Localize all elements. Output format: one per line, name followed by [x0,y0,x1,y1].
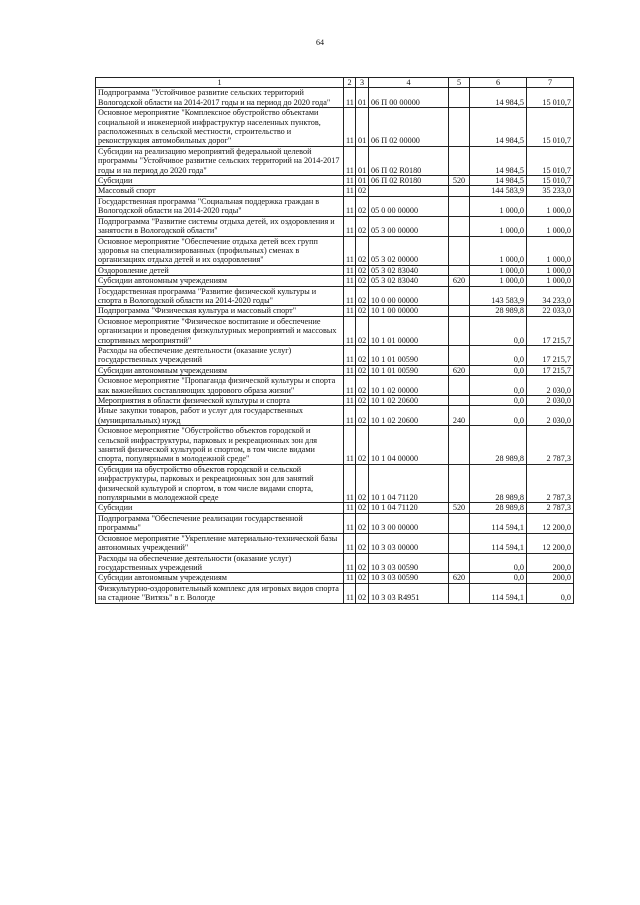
amount-year1-cell: 14 984,5 [470,108,527,147]
table-row [96,265,574,275]
subsection-code-cell: 01 [356,176,369,186]
target-article-cell: 05 3 02 00000 [369,236,449,265]
amount-year1-cell: 0,0 [470,345,527,365]
section-code-cell: 11 [344,406,356,426]
expense-type-cell: 620 [449,276,470,286]
section-code-cell: 11 [344,306,356,316]
item-name-cell: Субсидии на обустройство объектов городской и сельской инфраструктуры, парковых и рекреационных зон для занятий физической культурой и спортом, в том числе видами спорта, популярными в молодежной среде [96,464,344,503]
amount-year2-cell: 1 000,0 [527,265,574,275]
expense-type-cell [449,464,470,503]
target-article-cell: 10 1 02 20600 [369,396,449,406]
item-name-cell: Субсидии автономным учреждениям [96,573,344,583]
amount-year2-cell: 1 000,0 [527,216,574,236]
section-code-cell: 11 [344,533,356,553]
table-row [96,196,574,216]
header-cell: 7 [527,78,574,88]
item-name-cell: Основное мероприятие "Обустройство объектов городской и сельской инфраструктуры, парковых и рекреационных зон для занятий физической культурой и спортом, в том числе видами спорта, популярными в молодежной среде" [96,426,344,465]
amount-year1-cell: 0,0 [470,573,527,583]
expense-type-cell: 620 [449,573,470,583]
amount-year1-cell: 144 583,9 [470,186,527,196]
amount-year1-cell: 114 594,1 [470,513,527,533]
amount-year1-cell: 114 594,1 [470,533,527,553]
table-row [96,464,574,503]
amount-year1-cell: 1 000,0 [470,265,527,275]
amount-year2-cell: 2 030,0 [527,406,574,426]
amount-year1-cell: 28 989,8 [470,306,527,316]
amount-year2-cell: 12 200,0 [527,513,574,533]
section-code-cell: 11 [344,365,356,375]
amount-year1-cell: 143 583,9 [470,286,527,306]
target-article-cell: 06 П 02 00000 [369,108,449,147]
section-code-cell: 11 [344,146,356,175]
item-name-cell: Основное мероприятие "Физическое воспитание и обеспечение организации и проведения физкультурных мероприятий и массовых спортивных мероприятий" [96,316,344,345]
section-code-cell: 11 [344,316,356,345]
amount-year1-cell: 14 984,5 [470,146,527,175]
item-name-cell: Мероприятия в области физической культуры и спорта [96,396,344,406]
section-code-cell: 11 [344,286,356,306]
target-article-cell: 10 1 04 71120 [369,464,449,503]
item-name-cell: Физкультурно-оздоровительный комплекс для игровых видов спорта на стадионе "Витязь" в г. Вологде [96,583,344,603]
expense-type-cell [449,553,470,573]
table-row [96,426,574,465]
target-article-cell: 10 3 00 00000 [369,513,449,533]
amount-year1-cell: 0,0 [470,376,527,396]
subsection-code-cell: 01 [356,88,369,108]
section-code-cell: 11 [344,513,356,533]
header-cell: 1 [96,78,344,88]
item-name-cell: Подпрограмма "Физическая культура и массовый спорт" [96,306,344,316]
target-article-cell: 05 3 02 83040 [369,265,449,275]
expense-type-cell [449,426,470,465]
target-article-cell: 10 1 01 00000 [369,316,449,345]
amount-year1-cell: 28 989,8 [470,426,527,465]
amount-year2-cell: 17 215,7 [527,316,574,345]
table-row [96,533,574,553]
section-code-cell: 11 [344,583,356,603]
table-row [96,236,574,265]
item-name-cell: Государственная программа "Социальная поддержка граждан в Вологодской области на 2014-2020 годы" [96,196,344,216]
amount-year1-cell: 28 989,8 [470,464,527,503]
table-row [96,216,574,236]
target-article-cell: 10 1 02 20600 [369,406,449,426]
expense-type-cell [449,396,470,406]
item-name-cell: Субсидии автономным учреждениям [96,365,344,375]
item-name-cell: Подпрограмма "Развитие системы отдыха детей, их оздоровления и занятости в Вологодской области" [96,216,344,236]
subsection-code-cell: 02 [356,533,369,553]
subsection-code-cell: 02 [356,553,369,573]
budget-table [95,77,574,604]
section-code-cell: 11 [344,573,356,583]
amount-year2-cell: 2 787,3 [527,464,574,503]
amount-year2-cell: 1 000,0 [527,276,574,286]
section-code-cell: 11 [344,376,356,396]
table-row [96,146,574,175]
header-cell: 3 [356,78,369,88]
table-row [96,176,574,186]
item-name-cell: Массовый спорт [96,186,344,196]
table-row [96,345,574,365]
item-name-cell: Субсидии [96,503,344,513]
target-article-cell: 06 П 00 00000 [369,88,449,108]
section-code-cell: 11 [344,196,356,216]
amount-year1-cell: 114 594,1 [470,583,527,603]
amount-year2-cell: 35 233,0 [527,186,574,196]
table-row [96,396,574,406]
amount-year1-cell: 1 000,0 [470,216,527,236]
expense-type-cell [449,345,470,365]
expense-type-cell: 240 [449,406,470,426]
amount-year2-cell: 12 200,0 [527,533,574,553]
item-name-cell: Основное мероприятие "Пропаганда физической культуры и спорта как важнейших составляющих здорового образа жизни" [96,376,344,396]
amount-year1-cell: 0,0 [470,396,527,406]
item-name-cell: Государственная программа "Развитие физической культуры и спорта в Вологодской области на 2014-2020 годы" [96,286,344,306]
subsection-code-cell: 02 [356,345,369,365]
item-name-cell: Субсидии на реализацию мероприятий федеральной целевой программы "Устойчивое развитие сельских территорий на 2014-2017 годы и на период до 2020 года" [96,146,344,175]
subsection-code-cell: 01 [356,146,369,175]
amount-year2-cell: 15 010,7 [527,108,574,147]
expense-type-cell [449,88,470,108]
header-cell: 5 [449,78,470,88]
subsection-code-cell: 02 [356,426,369,465]
amount-year1-cell: 1 000,0 [470,276,527,286]
amount-year2-cell: 2 030,0 [527,376,574,396]
item-name-cell: Основное мероприятие "Укрепление материально-технической базы автономных учреждений" [96,533,344,553]
item-name-cell: Субсидии автономным учреждениям [96,276,344,286]
section-code-cell: 11 [344,88,356,108]
target-article-cell: 06 П 02 R0180 [369,146,449,175]
section-code-cell: 11 [344,396,356,406]
subsection-code-cell: 02 [356,286,369,306]
section-code-cell: 11 [344,553,356,573]
target-article-cell: 06 П 02 R0180 [369,176,449,186]
item-name-cell: Расходы на обеспечение деятельности (оказание услуг) государственных учреждений [96,345,344,365]
table-row [96,513,574,533]
subsection-code-cell: 02 [356,376,369,396]
expense-type-cell [449,513,470,533]
amount-year1-cell: 1 000,0 [470,196,527,216]
amount-year2-cell: 2 787,3 [527,426,574,465]
section-code-cell: 11 [344,216,356,236]
table-header-row [96,78,574,88]
header-cell: 4 [369,78,449,88]
expense-type-cell [449,286,470,306]
amount-year2-cell: 2 030,0 [527,396,574,406]
target-article-cell: 05 3 02 83040 [369,276,449,286]
item-name-cell: Субсидии [96,176,344,186]
table-row [96,503,574,513]
amount-year2-cell: 1 000,0 [527,236,574,265]
target-article-cell: 10 1 02 00000 [369,376,449,396]
amount-year1-cell: 14 984,5 [470,176,527,186]
item-name-cell: Подпрограмма "Устойчивое развитие сельских территорий Вологодской области на 2014-2017 годы и на период до 2020 года" [96,88,344,108]
item-name-cell: Основное мероприятие "Комплексное обустройство объектами социальной и инженерной инфраструктур населенных пунктов, расположенных в сельской местности, строительство и реконструкция автомобильных дорог" [96,108,344,147]
subsection-code-cell: 02 [356,406,369,426]
target-article-cell: 10 1 04 71120 [369,503,449,513]
expense-type-cell [449,216,470,236]
section-code-cell: 11 [344,186,356,196]
subsection-code-cell: 02 [356,316,369,345]
expense-type-cell [449,236,470,265]
subsection-code-cell: 02 [356,236,369,265]
table-row [96,286,574,306]
subsection-code-cell: 02 [356,216,369,236]
amount-year2-cell: 0,0 [527,583,574,603]
table-row [96,316,574,345]
expense-type-cell [449,316,470,345]
table-row [96,406,574,426]
expense-type-cell [449,108,470,147]
subsection-code-cell: 01 [356,108,369,147]
expense-type-cell [449,146,470,175]
subsection-code-cell: 02 [356,365,369,375]
amount-year2-cell: 200,0 [527,553,574,573]
expense-type-cell [449,265,470,275]
expense-type-cell [449,533,470,553]
item-name-cell: Подпрограмма "Обеспечение реализации государственной программы" [96,513,344,533]
amount-year1-cell: 0,0 [470,406,527,426]
target-article-cell: 10 3 03 00590 [369,573,449,583]
expense-type-cell [449,583,470,603]
amount-year2-cell: 200,0 [527,573,574,583]
subsection-code-cell: 02 [356,583,369,603]
section-code-cell: 11 [344,276,356,286]
amount-year1-cell: 14 984,5 [470,88,527,108]
section-code-cell: 11 [344,108,356,147]
target-article-cell [369,186,449,196]
section-code-cell: 11 [344,265,356,275]
item-name-cell: Оздоровление детей [96,265,344,275]
table-row [96,583,574,603]
subsection-code-cell: 02 [356,196,369,216]
amount-year1-cell: 0,0 [470,365,527,375]
expense-type-cell [449,376,470,396]
expense-type-cell: 520 [449,176,470,186]
expense-type-cell: 520 [449,503,470,513]
table-row [96,553,574,573]
table-row [96,306,574,316]
target-article-cell: 10 3 03 00590 [369,553,449,573]
table-row [96,573,574,583]
item-name-cell: Иные закупки товаров, работ и услуг для государственных (муниципальных) нужд [96,406,344,426]
amount-year2-cell: 22 033,0 [527,306,574,316]
amount-year1-cell: 1 000,0 [470,236,527,265]
amount-year1-cell: 0,0 [470,316,527,345]
target-article-cell: 10 3 03 R4951 [369,583,449,603]
table-row [96,365,574,375]
item-name-cell: Основное мероприятие "Обеспечение отдыха детей всех групп здоровья на специализированных (профильных) сменах в организациях отдыха детей и их оздоровления" [96,236,344,265]
amount-year1-cell: 28 989,8 [470,503,527,513]
expense-type-cell [449,186,470,196]
table-row [96,88,574,108]
subsection-code-cell: 02 [356,396,369,406]
header-cell: 6 [470,78,527,88]
subsection-code-cell: 02 [356,265,369,275]
section-code-cell: 11 [344,236,356,265]
subsection-code-cell: 02 [356,276,369,286]
amount-year2-cell: 15 010,7 [527,88,574,108]
amount-year2-cell: 17 215,7 [527,365,574,375]
target-article-cell: 10 1 00 00000 [369,306,449,316]
table-row [96,376,574,396]
header-cell: 2 [344,78,356,88]
target-article-cell: 10 1 01 00590 [369,345,449,365]
section-code-cell: 11 [344,503,356,513]
table-row [96,276,574,286]
amount-year2-cell: 1 000,0 [527,196,574,216]
target-article-cell: 10 1 04 00000 [369,426,449,465]
item-name-cell: Расходы на обеспечение деятельности (оказание услуг) государственных учреждений [96,553,344,573]
amount-year2-cell: 2 787,3 [527,503,574,513]
amount-year2-cell: 15 010,7 [527,146,574,175]
target-article-cell: 05 3 00 00000 [369,216,449,236]
section-code-cell: 11 [344,426,356,465]
page-number: 64 [316,38,324,47]
table-row [96,108,574,147]
subsection-code-cell: 02 [356,186,369,196]
subsection-code-cell: 02 [356,573,369,583]
subsection-code-cell: 02 [356,503,369,513]
section-code-cell: 11 [344,345,356,365]
amount-year2-cell: 17 215,7 [527,345,574,365]
section-code-cell: 11 [344,464,356,503]
amount-year2-cell: 15 010,7 [527,176,574,186]
subsection-code-cell: 02 [356,513,369,533]
expense-type-cell [449,196,470,216]
expense-type-cell [449,306,470,316]
subsection-code-cell: 02 [356,464,369,503]
target-article-cell: 10 0 00 00000 [369,286,449,306]
amount-year2-cell: 34 233,0 [527,286,574,306]
amount-year1-cell: 0,0 [470,553,527,573]
target-article-cell: 10 1 01 00590 [369,365,449,375]
section-code-cell: 11 [344,176,356,186]
subsection-code-cell: 02 [356,306,369,316]
expense-type-cell: 620 [449,365,470,375]
table-row [96,186,574,196]
target-article-cell: 10 3 03 00000 [369,533,449,553]
target-article-cell: 05 0 00 00000 [369,196,449,216]
